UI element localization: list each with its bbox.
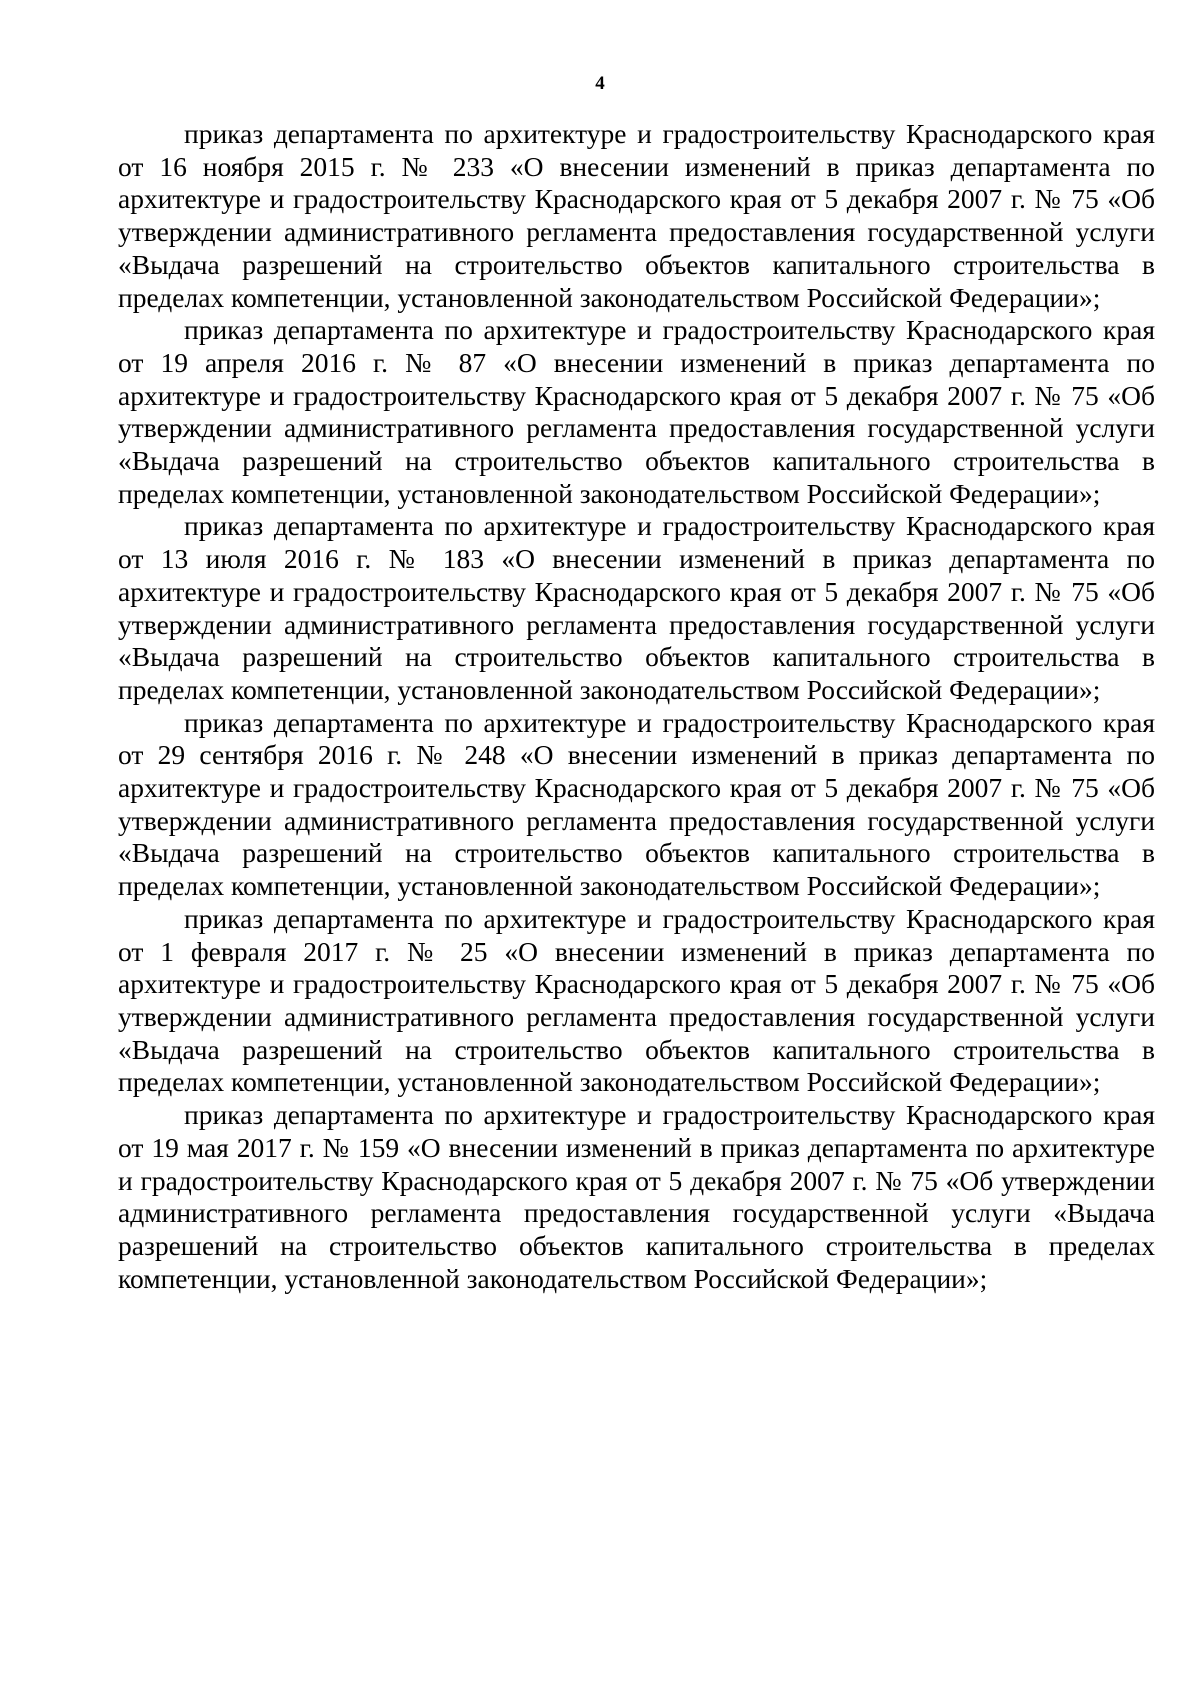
page-number: 4 — [595, 73, 605, 94]
order-paragraph: приказ департамента по архитектуре и градостроительству Краснодарского края от 29 сентября 2016 г. № 248 «О внесении изменений в приказ департамента по архитектуре и градостроительству Краснодарского края от 5 декабря 2007 г. № 75 «Об утверждении административного регламента предоставления государственной услуги «Выдача разрешений на строительство объектов капитального строительства в пределах компетенции, установленной законодательством Российской Федерации»; — [118, 706, 1155, 902]
order-paragraph: приказ департамента по архитектуре и градостроительству Краснодарского края от 1 февраля 2017 г. № 25 «О внесении изменений в приказ департамента по архитектуре и градостроительству Краснодарского края от 5 декабря 2007 г. № 75 «Об утверждении административного регламента предоставления государственной услуги «Выдача разрешений на строительство объектов капитального строительства в пределах компетенции, установленной законодательством Российской Федерации»; — [118, 902, 1155, 1098]
order-paragraph: приказ департамента по архитектуре и градостроительству Краснодарского края от 19 мая 2017 г. № 159 «О внесении изменений в приказ департамента по архитектуре и градостроительству Краснодарского края от 5 декабря 2007 г. № 75 «Об утверждении административного регламента предоставления государственной услуги «Выдача разрешений на строительство объектов капитального строительства в пределах компетенции, установленной законодательством Российской Федерации»; — [118, 1099, 1155, 1294]
order-paragraph: приказ департамента по архитектуре и градостроительству Краснодарского края от 19 апреля 2016 г. № 87 «О внесении изменений в приказ департамента по архитектуре и градостроительству Краснодарского края от 5 декабря 2007 г. № 75 «Об утверждении административного регламента предоставления государственной услуги «Выдача разрешений на строительство объектов капитального строительства в пределах компетенции, установленной законодательством Российской Федерации»; — [118, 314, 1155, 509]
order-paragraph: приказ департамента по архитектуре и градостроительству Краснодарского края от 13 июля 2016 г. № 183 «О внесении изменений в приказ департамента по архитектуре и градостроительству Краснодарского края от 5 декабря 2007 г. № 75 «Об утверждении административного регламента предоставления государственной услуги «Выдача разрешений на строительство объектов капитального строительства в пределах компетенции, установленной законодательством Российской Федерации»; — [118, 510, 1155, 705]
order-paragraph: приказ департамента по архитектуре и градостроительству Краснодарского края от 16 ноября 2015 г. № 233 «О внесении изменений в приказ департамента по архитектуре и градостроительству Краснодарского края от 5 декабря 2007 г. № 75 «Об утверждении административного регламента предоставления государственной услуги «Выдача разрешений на строительство объектов капитального строительства в пределах компетенции, установленной законодательством Российской Федерации»; — [118, 118, 1155, 313]
document-body — [118, 118, 1155, 1295]
